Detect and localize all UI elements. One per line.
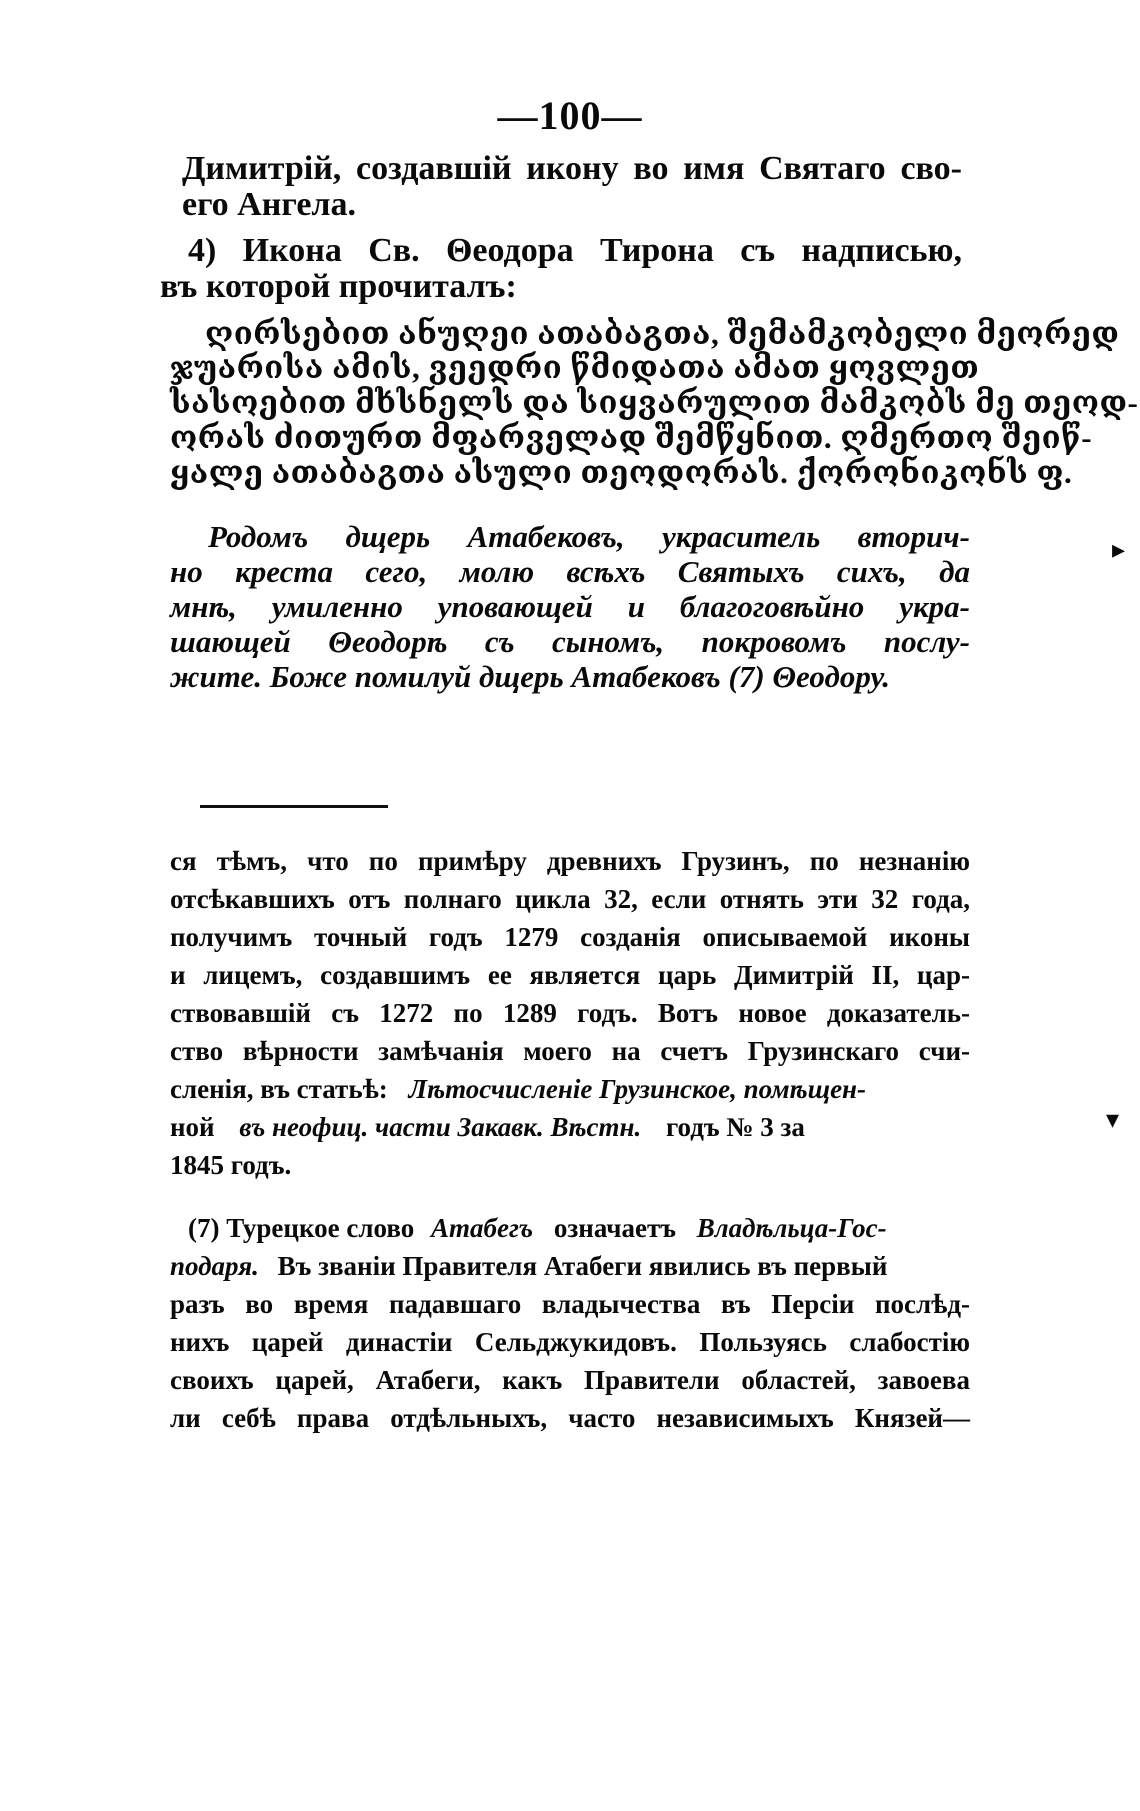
margin-mark: ▸ [1112,535,1126,564]
footnote-line: отсѣкавшихъ отъ полнаго цикла 32, если отнять эти 32 года, [170,884,970,914]
footnote-line [170,1251,970,1282]
footnote-line: ся тѣмъ, что по примѣру древнихъ Грузинъ, по незнанію [170,846,970,876]
footnote-line: разъ во время падавшаго владычества въ Персіи послѣд- [170,1289,970,1319]
margin-mark: ▾ [1106,1105,1120,1134]
footnote-divider [200,805,388,808]
footnote-line: ствовавшій съ 1272 по 1289 годъ. Вотъ новое доказатель- [170,998,970,1028]
georgian-inscription-line: ჯუარისა ამის, ვეედრი წმიდათა ამათ ყოვლეთ [170,350,980,385]
footnote-text: ной [170,1112,215,1142]
footnote-line: своихъ царей, Атабеги, какъ Правители областей, завоева [170,1365,970,1395]
translation-line: шающей Θеодорѣ съ сыномъ, покровомъ послу- [170,624,970,659]
article-title: Лѣтосчисленіе Грузинское, помѣщен- [408,1074,867,1104]
footnote-line: ли себѣ права отдѣльныхъ, часто независимыхъ Князей— [170,1403,970,1433]
footnote-line [188,1213,970,1244]
footnote-line [170,1112,970,1143]
footnote-line [170,1074,970,1105]
translation-line: но креста сего, молю всѣхъ Святыхъ сихъ, да [170,554,970,589]
georgian-inscription-line: სასოებით მხსნელს და სიყვარულით მამკობს მე თეოდ- [170,385,1139,420]
georgian-inscription-line: ღირსებით ანუღეი ათაბაგთა, შემამკობელი მეორედ [205,316,1120,351]
footnote-line: нихъ царей династіи Сельджукидовъ. Пользуясь слабостію [170,1327,970,1357]
text-line: Димитрій, создавшій икону во имя Святаго сво- [182,150,962,187]
text-line: 4) Икона Св. Θеодора Тирона съ надписью, [188,232,962,269]
footnote-text: Въ званіи Правителя Атабеги явились въ первый [277,1251,888,1281]
footnote-text: означаетъ [553,1213,676,1243]
footnote-term: Владѣльца-Гос- [696,1213,887,1243]
translation-line: мнѣ, умиленно уповающей и благоговѣйно укра- [170,589,970,624]
georgian-inscription-line: ორას ძითურთ მფარველად შემწყნით. ღმერთო შეიწ- [170,420,1093,455]
translation-line: Родомъ дщерь Атабековъ, украситель вторич- [208,519,970,554]
footnote-text: (7) Турецкое слово [188,1213,415,1243]
footnote-text: годъ № 3 за [665,1112,805,1142]
text-line: его Ангела. [182,186,356,223]
page-number: —100— [497,93,643,138]
footnote-line: ство вѣрности замѣчанія моего на счетъ Грузинскаго счи- [170,1036,970,1066]
footnote-term: Атабегъ [431,1213,534,1243]
footnote-term: подаря. [170,1251,259,1281]
footnote-line: 1845 годъ. [170,1150,292,1180]
georgian-inscription-line: ყალე ათაბაგთა ასული თეოდორას. ქორონიკონს ფ. [170,455,1073,490]
footnote-line: получимъ точный годъ 1279 созданія описываемой иконы [170,922,970,952]
translation-line: жите. Боже помилуй дщерь Атабековъ (7) Θеодору. [170,659,891,694]
footnote-line: и лицемъ, создавшимъ ее является царь Димитрій II, цар- [170,960,970,990]
footnote-text: сленія, въ статьѣ: [170,1074,388,1104]
journal-title: въ неофиц. части Закавк. Вѣстн. [239,1112,642,1142]
text-line: въ которой прочиталъ: [160,268,517,305]
